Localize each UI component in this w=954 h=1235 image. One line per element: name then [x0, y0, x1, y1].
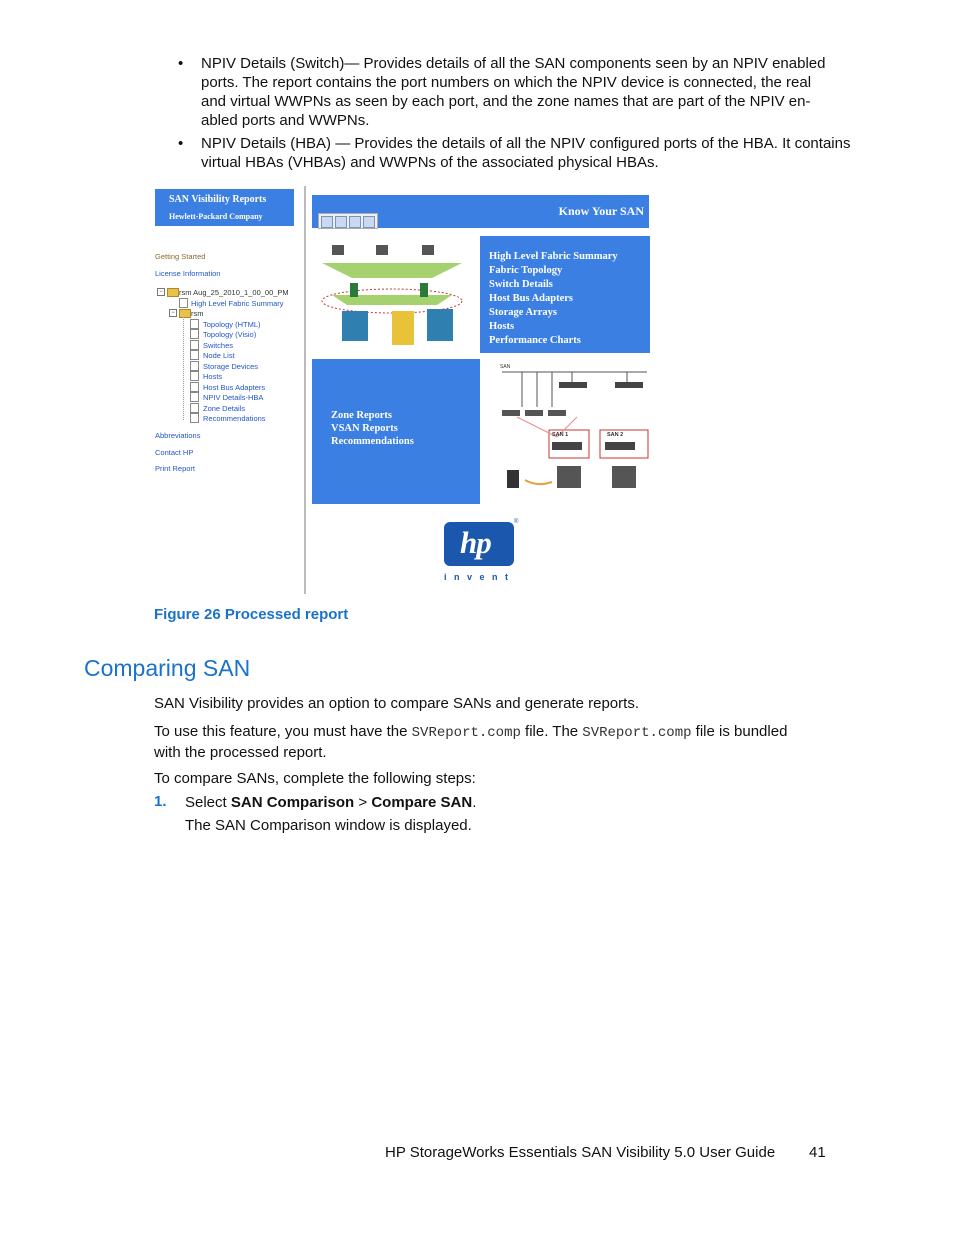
hp-logo-text: hp — [460, 525, 491, 560]
tree-item[interactable]: Storage Devices — [203, 362, 259, 371]
text-segment: To use this feature, you must have the — [154, 723, 412, 740]
tree-item[interactable]: Topology (HTML) — [203, 320, 261, 329]
san1-label: SAN 1 — [552, 432, 569, 438]
nav-header — [155, 189, 294, 226]
summary-links-panel — [480, 236, 650, 353]
menu-item-compare-san: Compare SAN — [371, 794, 473, 811]
page-icon — [190, 382, 199, 392]
page-icon — [190, 371, 199, 381]
tree-item-high-level[interactable]: High Level Fabric Summary — [191, 299, 284, 308]
text-line: abled ports and WWPNs. — [201, 112, 370, 129]
page-icon — [190, 319, 199, 329]
menu-name-san-comparison: SAN Comparison — [230, 794, 355, 811]
paragraph-intro: SAN Visibility provides an option to compare SANs and generate reports. — [154, 695, 639, 712]
paragraph-requirement — [154, 722, 834, 762]
page-icon — [190, 392, 199, 402]
page-icon — [190, 350, 199, 360]
frame-divider — [304, 186, 306, 594]
processed-report-screenshot — [152, 186, 654, 598]
text-line: and virtual WWPNs as seen by each port, and the zone names that are part of the NPIV en- — [201, 93, 811, 110]
toolbar — [318, 213, 378, 229]
print-icon[interactable] — [321, 216, 333, 228]
text-line: ports. The report contains the port numbers on which the NPIV device is connected, the real — [201, 74, 812, 91]
copy-icon[interactable] — [349, 216, 361, 228]
link-host-bus-adapters[interactable]: Host Bus Adapters — [489, 293, 574, 304]
section-title: Comparing SAN — [84, 655, 251, 681]
page-icon — [190, 361, 199, 371]
bullet-npiv-switch — [201, 54, 825, 130]
link-switch-details[interactable]: Switch Details — [489, 279, 553, 290]
link-recommendations[interactable]: Recommendations — [331, 436, 414, 447]
link-hosts[interactable]: Hosts — [489, 321, 515, 332]
page-icon — [190, 340, 199, 350]
step-1-result: The SAN Comparison window is displayed. — [185, 817, 472, 834]
nav-header-title: SAN Visibility Reports — [169, 194, 267, 205]
tree-item[interactable]: Recommendations — [203, 414, 266, 423]
zone-links-panel — [312, 359, 480, 504]
tree-root-node[interactable]: rsm Aug_25_2010_1_00_00_PM — [179, 288, 289, 297]
topology-diagram — [312, 233, 474, 353]
link-vsan-reports[interactable]: VSAN Reports — [331, 423, 398, 434]
page-number: 41 — [809, 1144, 826, 1161]
san-compare-drawing — [497, 362, 652, 502]
text-line: virtual HBAs (VHBAs) and WWPNs of the associated physical HBAs. — [201, 154, 659, 171]
link-performance-charts[interactable]: Performance Charts — [489, 335, 581, 346]
nav-link-print[interactable]: Print Report — [155, 464, 196, 473]
nav-link-getting-started[interactable]: Getting Started — [155, 252, 206, 261]
figure-caption: Figure 26 Processed report — [154, 606, 349, 623]
tree-item[interactable]: Topology (Visio) — [203, 330, 257, 339]
text-segment: file. The — [520, 723, 583, 740]
tree-item[interactable]: Switches — [203, 341, 234, 350]
link-fabric-topology[interactable]: Fabric Topology — [489, 265, 563, 276]
san-compare-diagram — [497, 362, 652, 502]
code-filename: SVReport.comp — [411, 725, 521, 741]
text-segment: file is bundled — [691, 723, 788, 740]
text-segment: . — [472, 794, 477, 811]
tree-item[interactable]: Host Bus Adapters — [203, 383, 266, 392]
hp-invent-tagline: invent — [444, 572, 516, 582]
hp-logo — [444, 522, 514, 566]
step-1-instruction — [185, 793, 476, 812]
page-icon — [190, 413, 199, 423]
page-icon — [190, 329, 199, 339]
bullet-npiv-hba — [201, 134, 850, 172]
tree-item[interactable]: Node List — [203, 351, 235, 360]
tree-folder-rsm[interactable]: rsm — [191, 309, 204, 318]
nav-link-contact[interactable]: Contact HP — [155, 448, 194, 457]
link-storage-arrays[interactable]: Storage Arrays — [489, 307, 557, 318]
tree-guide — [183, 317, 184, 420]
nav-link-abbreviations[interactable]: Abbreviations — [155, 431, 201, 440]
bullet-marker: • — [178, 135, 184, 152]
text-segment: Select — [185, 794, 231, 811]
san2-label: SAN 2 — [607, 432, 624, 438]
text-line: NPIV Details (HBA) — Provides the details of all the NPIV configured ports of the HBA. It contains — [201, 135, 851, 152]
link-zone-reports[interactable]: Zone Reports — [331, 410, 392, 421]
know-your-san-banner — [312, 195, 649, 228]
report-left-nav — [152, 186, 302, 596]
paragraph-steps-intro: To compare SANs, complete the following steps: — [154, 770, 476, 787]
link-high-level-summary[interactable]: High Level Fabric Summary — [489, 251, 618, 262]
tree-item[interactable]: Zone Details — [203, 404, 246, 413]
text-line: NPIV Details (Switch)— Provides details of all the SAN components seen by an NPIV enabled — [201, 55, 826, 72]
tree-item[interactable]: Hosts — [203, 372, 223, 381]
san-label: SAN — [500, 364, 511, 370]
text-segment: > — [354, 794, 372, 811]
nav-link-license[interactable]: License Information — [155, 269, 221, 278]
page-icon — [190, 403, 199, 413]
tree-item[interactable]: NPIV Details-HBA — [203, 393, 264, 402]
folder-icon — [179, 309, 191, 318]
code-filename: SVReport.comp — [582, 725, 692, 741]
collapse-icon[interactable]: − — [169, 309, 177, 317]
banner-title: Know Your SAN — [558, 204, 644, 218]
step-number: 1. — [154, 793, 167, 810]
save-icon[interactable] — [335, 216, 347, 228]
collapse-icon[interactable]: − — [157, 288, 165, 296]
footer-title: HP StorageWorks Essentials SAN Visibility 5.0 User Guide — [385, 1144, 776, 1161]
text-line: with the processed report. — [154, 744, 327, 761]
bullet-marker: • — [178, 55, 184, 72]
export-icon[interactable] — [363, 216, 375, 228]
folder-icon — [167, 288, 179, 297]
page-icon — [179, 298, 188, 308]
registered-mark: ® — [514, 519, 519, 525]
nav-header-company: Hewlett-Packard Company — [169, 212, 263, 221]
